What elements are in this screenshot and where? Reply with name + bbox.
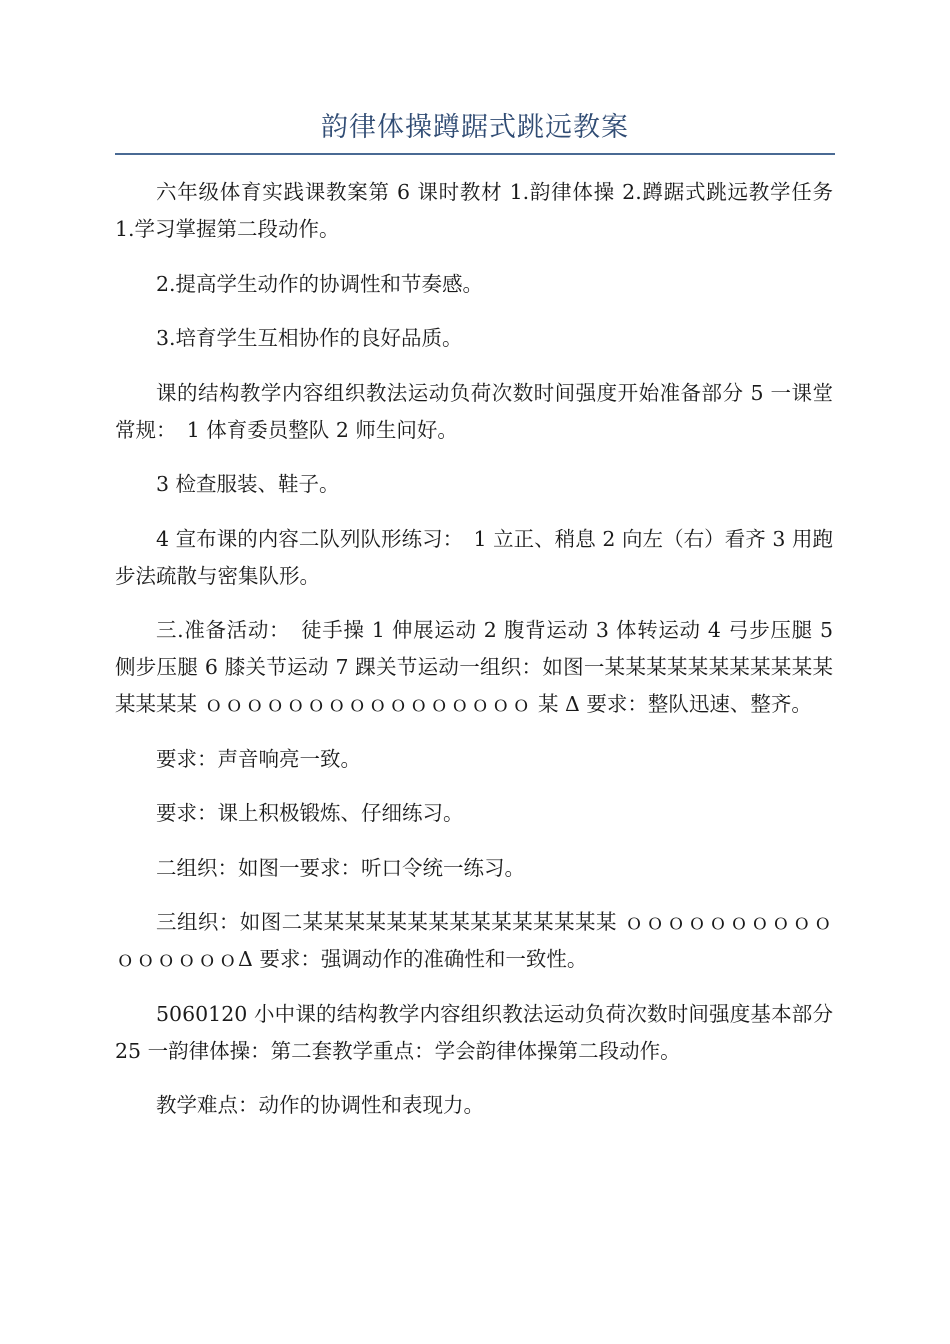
paragraph-requirement-practice: 要求：课上积极锻炼、仔细练习。 (156, 801, 464, 825)
paragraph-check-clothing: 3 检查服装、鞋子。 (156, 472, 340, 496)
paragraph-lesson-structure: 课的结构教学内容组织教法运动负荷次数时间强度开始准备部分 5 一课堂常规： 1 体育委员整队 2 师生问好。 (115, 380, 833, 442)
paragraph-basic-part: 5060120 小中课的结构教学内容组织教法运动负荷次数时间强度基本部分 25 一韵律体操：第二套教学重点：学会韵律体操第二段动作。 (115, 1001, 833, 1063)
paragraph-organization-2: 二组织：如图一要求：听口令统一练习。 (156, 855, 525, 880)
document-title: 韵律体操蹲踞式跳远教案 (321, 112, 629, 143)
paragraph-announce-content: 4 宣布课的内容二队列队形练习： 1 立正、稍息 2 向左（右）看齐 3 用跑步法疏散与密集队形。 (115, 526, 833, 588)
paragraph-organization-3: 三组织：如图二某某某某某某某某某某某某某某某 ｏｏｏｏｏｏｏｏｏｏｏｏｏｏｏｏΔ 要求：强调动作的准确性和一致性。 (115, 910, 833, 971)
paragraph-goal-2: 2.提高学生动作的协调性和节奏感。 (156, 271, 484, 296)
paragraph-intro: 六年级体育实践课教案第 6 课时教材 1.韵律体操 2.蹲踞式跳远教学任务 1.学习掌握第二段动作。 (115, 180, 833, 241)
document-body (115, 174, 833, 1142)
paragraph-warmup: 三.准备活动： 徒手操 1 伸展运动 2 腹背运动 3 体转运动 4 弓步压腿 5 侧步压腿 6 膝关节运动 7 踝关节运动一组织：如图一某某某某某某某某某某某某某某某 ｏｏｏｏｏｏｏｏｏｏｏｏｏｏｏｏ 某 Δ 要求：整队迅速、整齐。 (115, 618, 833, 716)
paragraph-goal-3: 3.培育学生互相协作的良好品质。 (156, 326, 463, 350)
paragraph-requirement-voice: 要求：声音响亮一致。 (156, 746, 361, 771)
paragraph-difficulty: 教学难点：动作的协调性和表现力。 (156, 1093, 484, 1117)
title-underline (115, 153, 835, 155)
